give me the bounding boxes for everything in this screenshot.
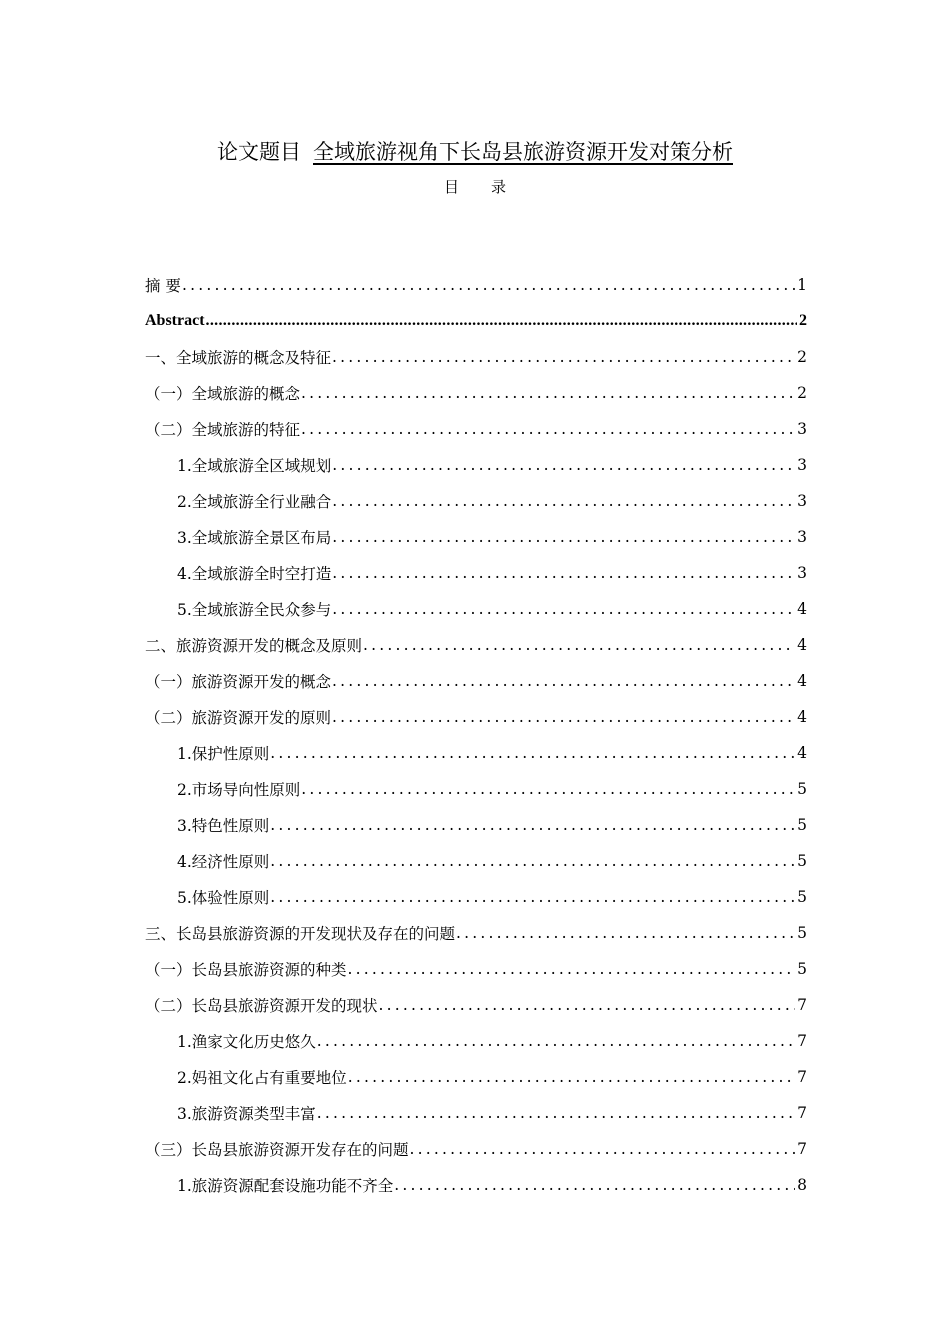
toc-dot-leader (301, 420, 795, 438)
toc-entry-page: 4 (797, 636, 807, 654)
toc-dot-leader (270, 852, 795, 870)
toc-entry-page: 5 (797, 924, 807, 942)
toc-entry[interactable] (145, 879, 807, 915)
toc-entry-page: 4 (797, 708, 807, 726)
toc-entry[interactable] (145, 1095, 807, 1131)
toc-dot-leader (270, 816, 795, 834)
toc-dot-leader (348, 1068, 795, 1086)
toc-dot-leader (317, 1032, 795, 1050)
toc-entry-title: 一、全域旅游的概念及特征 (145, 349, 332, 367)
toc-entry[interactable] (145, 1023, 807, 1059)
toc-entry[interactable] (145, 915, 807, 951)
toc-entry-page: 7 (797, 1104, 807, 1122)
toc-entry-title: 3.特色性原则 (177, 817, 270, 835)
toc-entry-page: 3 (797, 564, 807, 582)
toc-entry-title: 3.旅游资源类型丰富 (177, 1105, 316, 1123)
toc-entry-page: 7 (797, 1032, 807, 1050)
toc-entry[interactable] (145, 1167, 807, 1203)
toc-entry-page: 7 (797, 1068, 807, 1086)
toc-entry-title: 4.经济性原则 (177, 853, 270, 871)
toc-entry-page: 3 (797, 528, 807, 546)
toc-entry[interactable] (145, 987, 807, 1023)
table-of-contents (145, 267, 807, 1203)
toc-dot-leader (270, 888, 795, 906)
toc-dot-leader (332, 600, 795, 618)
toc-dot-leader (348, 960, 796, 978)
toc-entry[interactable] (145, 699, 807, 735)
toc-entry[interactable] (145, 591, 807, 627)
toc-entry-page: 3 (797, 420, 807, 438)
toc-entry-title: （一）旅游资源开发的概念 (145, 673, 332, 691)
toc-entry-page: 5 (797, 780, 807, 798)
toc-entry-title: 1.渔家文化历史悠久 (177, 1033, 316, 1051)
toc-entry-title: 4.全域旅游全时空打造 (177, 565, 332, 583)
toc-dot-leader (317, 1104, 795, 1122)
toc-dot-leader (206, 312, 797, 330)
paper-title-text: 全域旅游视角下长岛县旅游资源开发对策分析 (313, 140, 733, 164)
toc-entry-page: 5 (797, 852, 807, 870)
toc-dot-leader (301, 780, 795, 798)
toc-dot-leader (456, 924, 795, 942)
toc-dot-leader (332, 348, 795, 366)
toc-entry[interactable] (145, 375, 807, 411)
toc-entry-title: 1.全域旅游全区域规划 (177, 457, 332, 475)
toc-entry-title: Abstract (145, 312, 205, 329)
toc-entry[interactable] (145, 447, 807, 483)
toc-dot-leader (182, 276, 795, 294)
toc-entry[interactable] (145, 735, 807, 771)
toc-entry[interactable] (145, 627, 807, 663)
toc-entry-title: 3.全域旅游全景区布局 (177, 529, 332, 547)
toc-entry[interactable] (145, 519, 807, 555)
toc-entry[interactable] (145, 411, 807, 447)
toc-entry-title: 2.市场导向性原则 (177, 781, 301, 799)
toc-entry-title: （二）旅游资源开发的原则 (145, 709, 332, 727)
toc-dot-leader (270, 744, 795, 762)
toc-dot-leader (332, 708, 795, 726)
toc-entry-title: （三）长岛县旅游资源开发存在的问题 (145, 1141, 409, 1159)
toc-entry-title: 5.体验性原则 (177, 889, 270, 907)
paper-title (0, 137, 950, 167)
toc-entry[interactable] (145, 807, 807, 843)
toc-entry[interactable] (145, 771, 807, 807)
toc-dot-leader (394, 1176, 795, 1194)
toc-entry-title: （一）全域旅游的概念 (145, 385, 301, 403)
toc-entry[interactable] (145, 843, 807, 879)
toc-entry-title: （二）长岛县旅游资源开发的现状 (145, 997, 378, 1015)
toc-entry-title: 5.全域旅游全民众参与 (177, 601, 332, 619)
toc-entry-title: 1.保护性原则 (177, 745, 270, 763)
toc-entry-page: 5 (797, 960, 807, 978)
toc-dot-leader (332, 456, 795, 474)
toc-entry[interactable] (145, 1131, 807, 1167)
toc-entry-page: 4 (797, 744, 807, 762)
toc-entry-page: 1 (797, 276, 807, 294)
toc-entry-page: 3 (797, 492, 807, 510)
toc-heading: 目录 (443, 178, 538, 196)
toc-entry-page: 5 (797, 888, 807, 906)
toc-dot-leader (332, 528, 795, 546)
toc-entry-title: 2.全域旅游全行业融合 (177, 493, 332, 511)
toc-entry[interactable] (145, 483, 807, 519)
toc-entry-page: 5 (797, 816, 807, 834)
toc-entry[interactable] (145, 303, 807, 339)
toc-dot-leader (332, 492, 795, 510)
toc-entry-title: 2.妈祖文化占有重要地位 (177, 1069, 347, 1087)
toc-entry-page: 8 (797, 1176, 807, 1194)
toc-entry[interactable] (145, 339, 807, 375)
toc-entry-page: 4 (797, 672, 807, 690)
toc-entry-page: 7 (797, 1140, 807, 1158)
toc-entry-page: 2 (797, 384, 807, 402)
toc-entry-title: （一）长岛县旅游资源的种类 (145, 961, 347, 979)
toc-entry-page: 2 (797, 348, 807, 366)
toc-entry-page: 4 (797, 600, 807, 618)
toc-entry[interactable] (145, 663, 807, 699)
toc-entry-title: 二、旅游资源开发的概念及原则 (145, 637, 363, 655)
toc-entry-title: （二）全域旅游的特征 (145, 421, 301, 439)
toc-entry-title: 1.旅游资源配套设施功能不齐全 (177, 1177, 394, 1195)
toc-entry[interactable] (145, 267, 807, 303)
paper-title-label: 论文题目 (217, 140, 301, 164)
toc-entry[interactable] (145, 1059, 807, 1095)
toc-entry-title: 三、长岛县旅游资源的开发现状及存在的问题 (145, 925, 456, 943)
toc-dot-leader (363, 636, 795, 654)
toc-entry[interactable] (145, 555, 807, 591)
toc-entry-page: 3 (797, 456, 807, 474)
toc-dot-leader (410, 1140, 796, 1158)
toc-dot-leader (301, 384, 795, 402)
toc-dot-leader (332, 672, 795, 690)
toc-entry-title: 摘 要 (145, 277, 181, 295)
toc-entry-page: 7 (797, 996, 807, 1014)
toc-entry-page: 2 (799, 312, 807, 329)
toc-dot-leader (379, 996, 796, 1014)
toc-entry[interactable] (145, 951, 807, 987)
toc-dot-leader (332, 564, 795, 582)
